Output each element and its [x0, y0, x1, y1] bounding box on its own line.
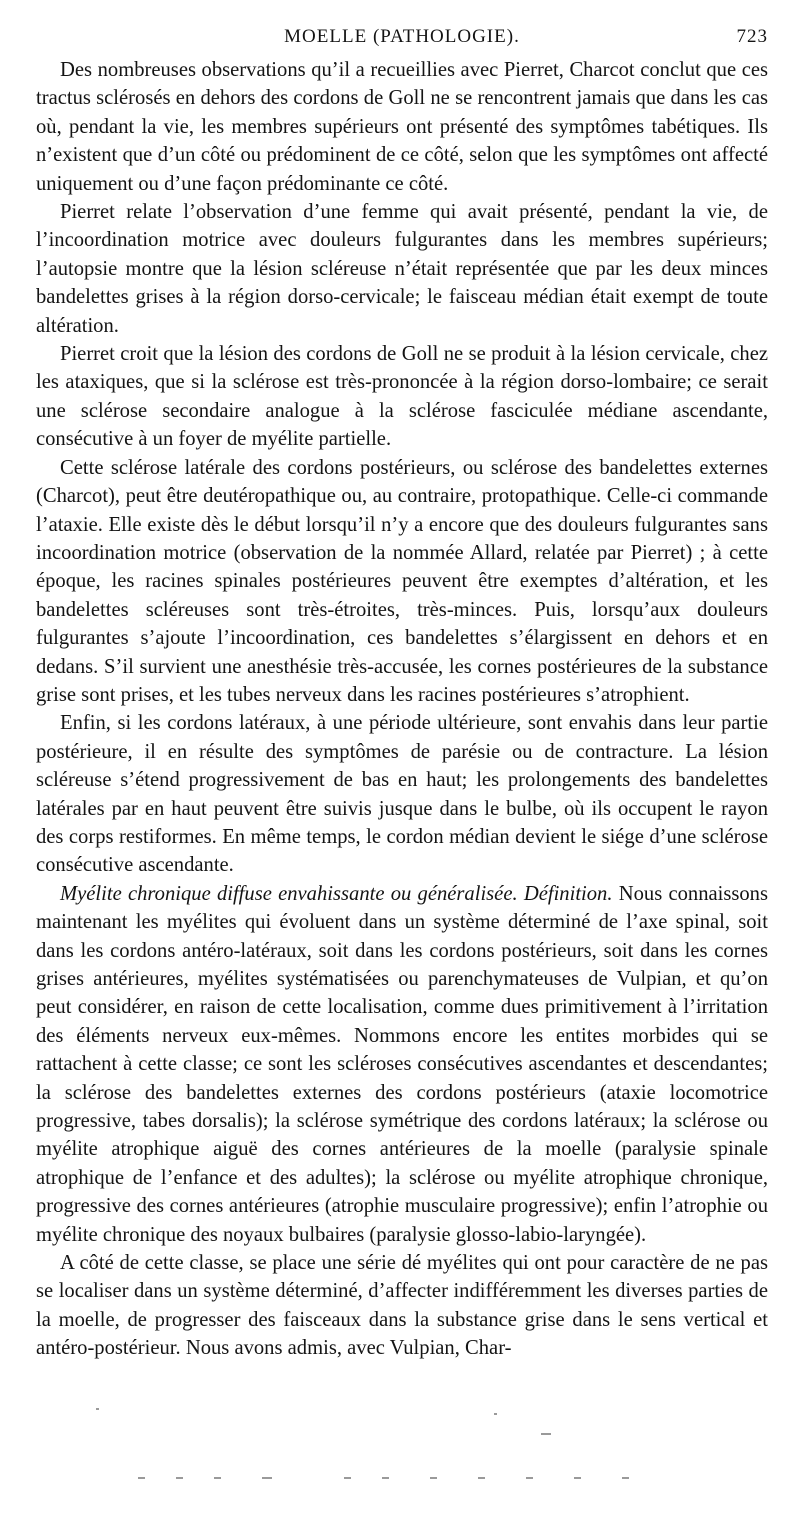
running-header — [36, 26, 768, 56]
paragraph-text: Nous connaissons maintenant les myélites qui évoluent dans un système déterminé de l’axe spinal, soit dans les cordons antéro-latéraux, soit dans les cordons postérieurs, soit dans les cornes grises antérieures, myélites systématisées ou parenchymateuses de Vulpian, et qu’on peut considérer, en raison de cette localisation, comme dues primitivement à l’irritation des éléments nerveux eux-mêmes. Nommons encore les entites morbides qui se rattachent à cette classe; ce sont les scléroses consécutives ascendantes et descendantes; la sclérose des bandelettes externes des cordons postérieurs (ataxie locomotrice progressive, tabes dorsalis); la sclérose symétrique des cordons latéraux; la sclérose ou myélite atrophique aiguë des cornes antérieures de la moelle (paralysie spinale atrophique de l’enfance et des adultes); la sclérose ou myélite atrophique chronique, progressive des cornes antérieures (atrophie musculaire progressive); enfin l’atrophie ou myélite chronique des noyaux bulbaires (paralysie glosso-labio-laryngée). — [36, 882, 768, 1246]
speck — [494, 1413, 497, 1415]
paragraph: Des nombreuses observations qu’il a recueillies avec Pierret, Charcot conclut que ces tractus sclérosés en dehors des cordons de Goll ne se rencontrent jamais que dans les cas où, pendant la vie, les membres supérieurs ont présenté des symptômes tabétiques. Ils n’existent que d’un côté ou prédominent de ce côté, selon que les symptômes ont affecté uniquement ou d’une façon prédominante ce côté. — [36, 59, 768, 195]
speck — [262, 1477, 272, 1479]
speck — [622, 1477, 629, 1479]
page-number: 723 — [736, 26, 768, 47]
speck — [138, 1477, 145, 1479]
paragraph — [36, 880, 768, 1249]
speck — [541, 1433, 551, 1435]
section-heading: Myélite chronique diffuse envahissante ou généralisée. Définition. — [60, 882, 613, 905]
book-page — [36, 26, 768, 1363]
speck — [382, 1477, 389, 1479]
paragraph: A côté de cette classe, se place une série dé myélites qui ont pour caractère de ne pas se localiser dans un système déterminé, d’affecter indifféremment les diverses parties de la moelle, de progresser des faisceaux dans la substance grise dans le sens vertical et antéro-postérieur. Nous avons admis, avec Vulpian, Char- — [36, 1252, 768, 1360]
paragraph: Pierret relate l’observation d’une femme qui avait présenté, pendant la vie, de l’incoordination motrice avec douleurs fulgurantes dans les membres supérieurs; l’autopsie montre que la lésion scléreuse n’était représentée que par les deux minces bandelettes grises à la région dorso-cervicale; le faisceau médian était exempt de toute altération. — [36, 201, 768, 337]
scan-specks — [0, 1398, 800, 1498]
speck — [176, 1477, 183, 1479]
speck — [430, 1477, 437, 1479]
speck — [526, 1477, 533, 1479]
speck — [574, 1477, 581, 1479]
speck — [96, 1408, 99, 1410]
body-text — [36, 56, 768, 1363]
paragraph: Enfin, si les cordons latéraux, à une période ultérieure, sont envahis dans leur partie postérieure, il en résulte des symptômes de parésie ou de contracture. La lésion scléreuse s’étend progressivement de bas en haut; les prolongements des bandelettes latérales par en haut peuvent être suivis jusque dans le bulbe, où ils occupent le rayon des corps restiformes. En même temps, le cordon médian devient le siége d’une sclérose consécutive ascendante. — [36, 712, 768, 877]
speck — [344, 1477, 351, 1479]
running-title: MOELLE (PATHOLOGIE). — [284, 26, 520, 47]
paragraph: Pierret croit que la lésion des cordons de Goll ne se produit à la lésion cervicale, chez les ataxiques, que si la sclérose est très-prononcée à la région dorso-lombaire; ce serait une sclérose secondaire analogue à la sclérose fasciculée médiane ascendante, consécutive à un foyer de myélite partielle. — [36, 343, 768, 451]
speck — [478, 1477, 485, 1479]
paragraph: Cette sclérose latérale des cordons postérieurs, ou sclérose des bandelettes externes (Charcot), peut être deutéropathique ou, au contraire, protopathique. Celle-ci commande l’ataxie. Elle existe dès le début lorsqu’il n’y a encore que des douleurs fulgurantes sans incoordination motrice (observation de la nommée Allard, relatée par Pierret) ; à cette époque, les racines spinales postérieures peuvent être exemptes d’altération, et les bandelettes scléreuses sont très-étroites, très-minces. Puis, lorsqu’aux douleurs fulgurantes s’ajoute l’incoordination, ces bandelettes s’élargissent en dehors et en dedans. S’il survient une anesthésie très-accusée, les cornes postérieures de la substance grise sont prises, et les tubes nerveux dans les racines postérieures s’atrophient. — [36, 456, 768, 706]
speck — [214, 1477, 221, 1479]
